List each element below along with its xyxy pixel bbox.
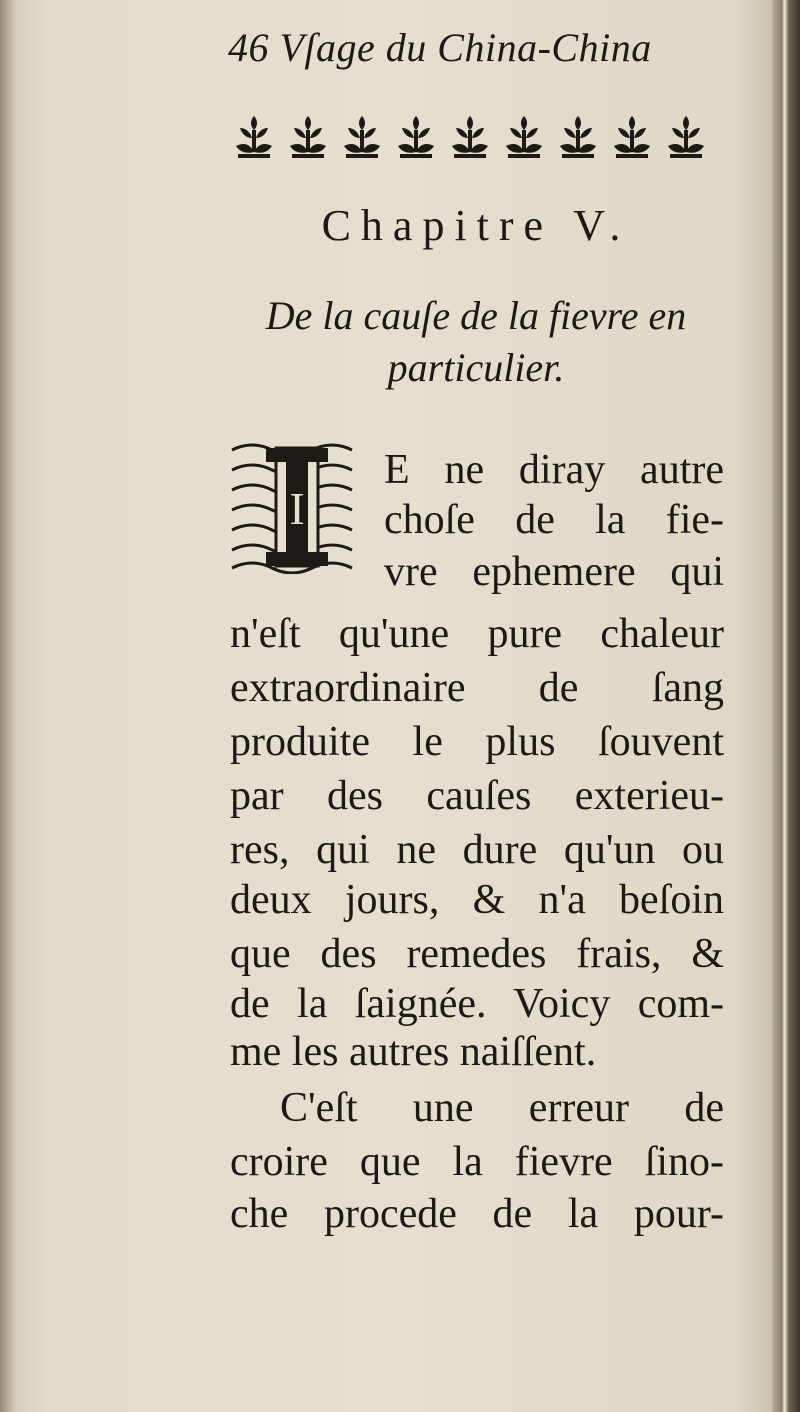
chapter-heading: Chapitre V. bbox=[321, 201, 631, 250]
text-line-4: n'eſt qu'une pure chaleur bbox=[230, 611, 724, 657]
ornament-band bbox=[230, 110, 722, 166]
text-line-7: par des cauſes exterieu- bbox=[230, 773, 724, 819]
text-line-1: E ne diray autre bbox=[384, 447, 724, 493]
text-line-15: che procede de la pour- bbox=[230, 1191, 724, 1237]
text-line-6: produite le plus ſouvent bbox=[230, 719, 724, 765]
initial-letter: I bbox=[289, 483, 305, 534]
text-line-14: croire que la fievre ſino- bbox=[230, 1139, 724, 1185]
text-line-2: choſe de la fie- bbox=[384, 497, 724, 543]
text-line-12: me les autres naiſſent. bbox=[230, 1029, 597, 1075]
decorated-initial bbox=[228, 440, 366, 574]
subtitle-line-1: De la cauſe de la fievre en bbox=[265, 293, 687, 338]
subtitle-line-2: particulier. bbox=[387, 345, 565, 390]
page-gutter bbox=[0, 0, 16, 1412]
text-line-5: extraordinaire de ſang bbox=[230, 665, 724, 711]
text-line-11: de la ſaignée. Voicy com- bbox=[230, 981, 724, 1027]
text-line-9: deux jours, & n'a beſoin bbox=[230, 877, 724, 923]
chapter-subtitle bbox=[230, 290, 722, 394]
running-head: 46 Vſage du China-China bbox=[228, 25, 652, 70]
text-line-3: vre ephemere qui bbox=[384, 549, 724, 595]
text-line-10: que des remedes frais, & bbox=[230, 931, 724, 977]
text-line-13: C'eſt une erreur de bbox=[280, 1085, 724, 1131]
text-line-8: res, qui ne dure qu'un ou bbox=[230, 827, 724, 873]
page-edge bbox=[772, 0, 800, 1412]
